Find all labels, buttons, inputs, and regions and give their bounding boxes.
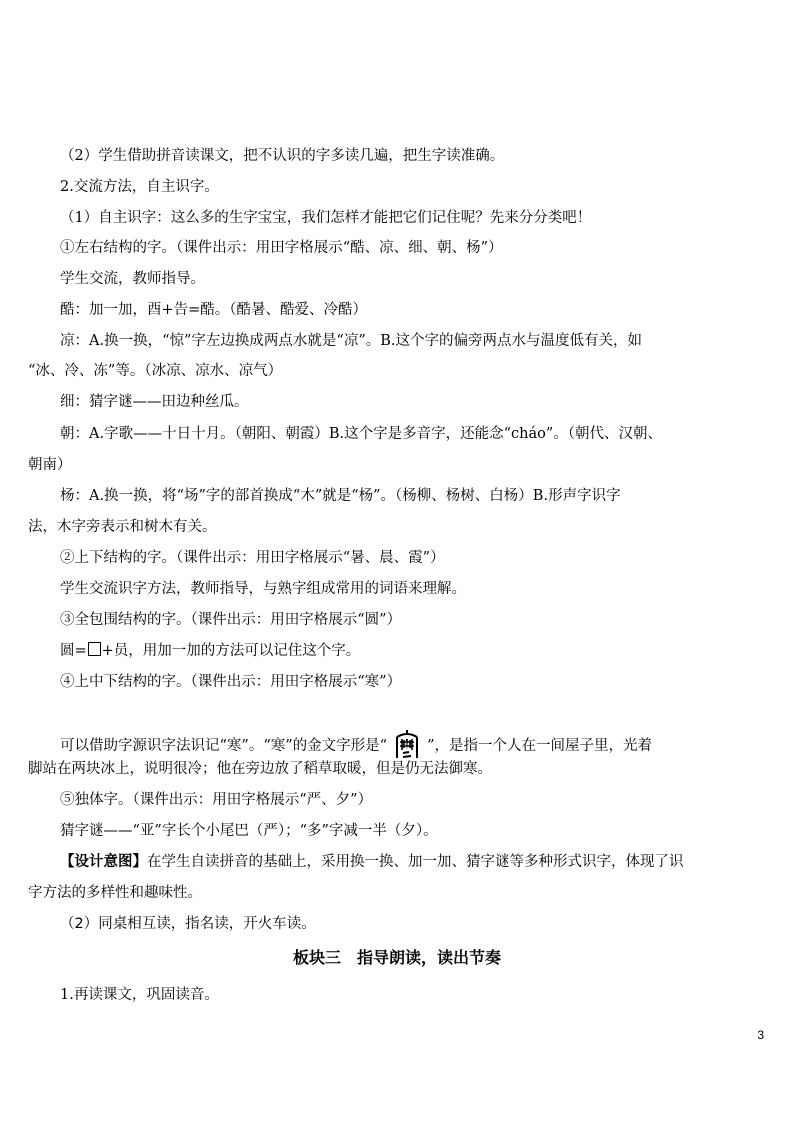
page-number: 3	[757, 1028, 764, 1042]
paragraph-line: ②上下结构的字。（课件出示：用田字格展示“暑、晨、霞”）	[60, 550, 445, 566]
paragraph-line: 2.交流方法，自主识字。	[60, 179, 219, 195]
paragraph-line: （2）学生借助拼音读课文，把不认识的字多读几遍，把生字读准确。	[60, 148, 505, 164]
paragraph-line: 猜字谜——“亚”字长个小尾巴（严）；“多”字减一半（夕）。	[60, 823, 438, 839]
design-intent-text: 在学生自读拼音的基础上，采用换一换、加一加、猜字谜等多种形式识字，体现了识	[147, 854, 684, 870]
paragraph-line: 法，木字旁表示和树木有关。	[28, 519, 217, 535]
design-intent-label: 【设计意图】	[60, 854, 147, 870]
paragraph-line: 脚站在两块冰上，说明很冷；他在旁边放了稻草取暖，但是仍无法御寒。	[28, 761, 492, 777]
text-fragment: +员，用加一加的方法可以记住这个字。	[101, 643, 361, 659]
paragraph-line: 凉：A.换一换，“惊”字左边换成两点水就是“凉”。B.这个字的偏旁两点水与温度低有关，如	[60, 333, 642, 349]
paragraph-line: （1）自主识字：这么多的生字宝宝，我们怎样才能把它们记住呢？先来分分类吧！	[60, 210, 592, 226]
paragraph-line: 1.再读课文，巩固读音。	[60, 987, 219, 1003]
paragraph-line: 朝南）	[28, 457, 72, 473]
paragraph-line: 酷：加一加，酉+告=酷。（酷暑、酷爱、冷酷）	[60, 302, 368, 318]
paragraph-line: ④上中下结构的字。（课件出示：用田字格展示“寒”）	[60, 674, 402, 690]
paragraph-line: 字方法的多样性和趣味性。	[28, 885, 202, 901]
design-intent-line	[60, 852, 760, 872]
paragraph-line: ③全包围结构的字。（课件出示：用田字格展示“圆”）	[60, 612, 402, 628]
paragraph-line	[60, 641, 760, 661]
paragraph-line	[60, 728, 760, 762]
paragraph-line: 朝：A.字歌——十日十月。（朝阳、朝霞）B.这个字是多音字，还能念“cháo”。（朝代、汉朝、	[60, 426, 663, 442]
text-fragment: 可以借助字源识字法识记“寒”。“寒”的金文字形是“	[60, 738, 388, 754]
paragraph-line: （2）同桌相互读，指名读，开火车读。	[60, 916, 316, 932]
square-box-icon	[88, 642, 101, 656]
paragraph-line: 细：猜字谜——田边种丝瓜。	[60, 394, 249, 410]
text-fragment: ”，是指一个人在一间屋子里，光着	[427, 738, 652, 754]
paragraph-line: 杨：A.换一换，将“场”字的部首换成“木”就是“杨”。（杨柳、杨树、白杨）B.形声字识字	[60, 488, 621, 504]
text-fragment: 圆=	[60, 643, 87, 659]
paragraph-line: “冰、冷、冻”等。（冰凉、凉水、凉气）	[28, 363, 283, 379]
paragraph-line: 学生交流，教师指导。	[60, 271, 205, 287]
section-heading: 板块三 指导朗读，读出节奏	[292, 948, 501, 967]
paragraph-line: ⑤独体字。（课件出示：用田字格展示“严、夕”）	[60, 792, 373, 808]
bronze-script-han-glyph-icon	[393, 728, 421, 762]
paragraph-line: ①左右结构的字。（课件出示：用田字格展示“酷、凉、细、朝、杨”）	[60, 240, 503, 256]
paragraph-line: 学生交流识字方法，教师指导，与熟字组成常用的词语来理解。	[60, 581, 466, 597]
